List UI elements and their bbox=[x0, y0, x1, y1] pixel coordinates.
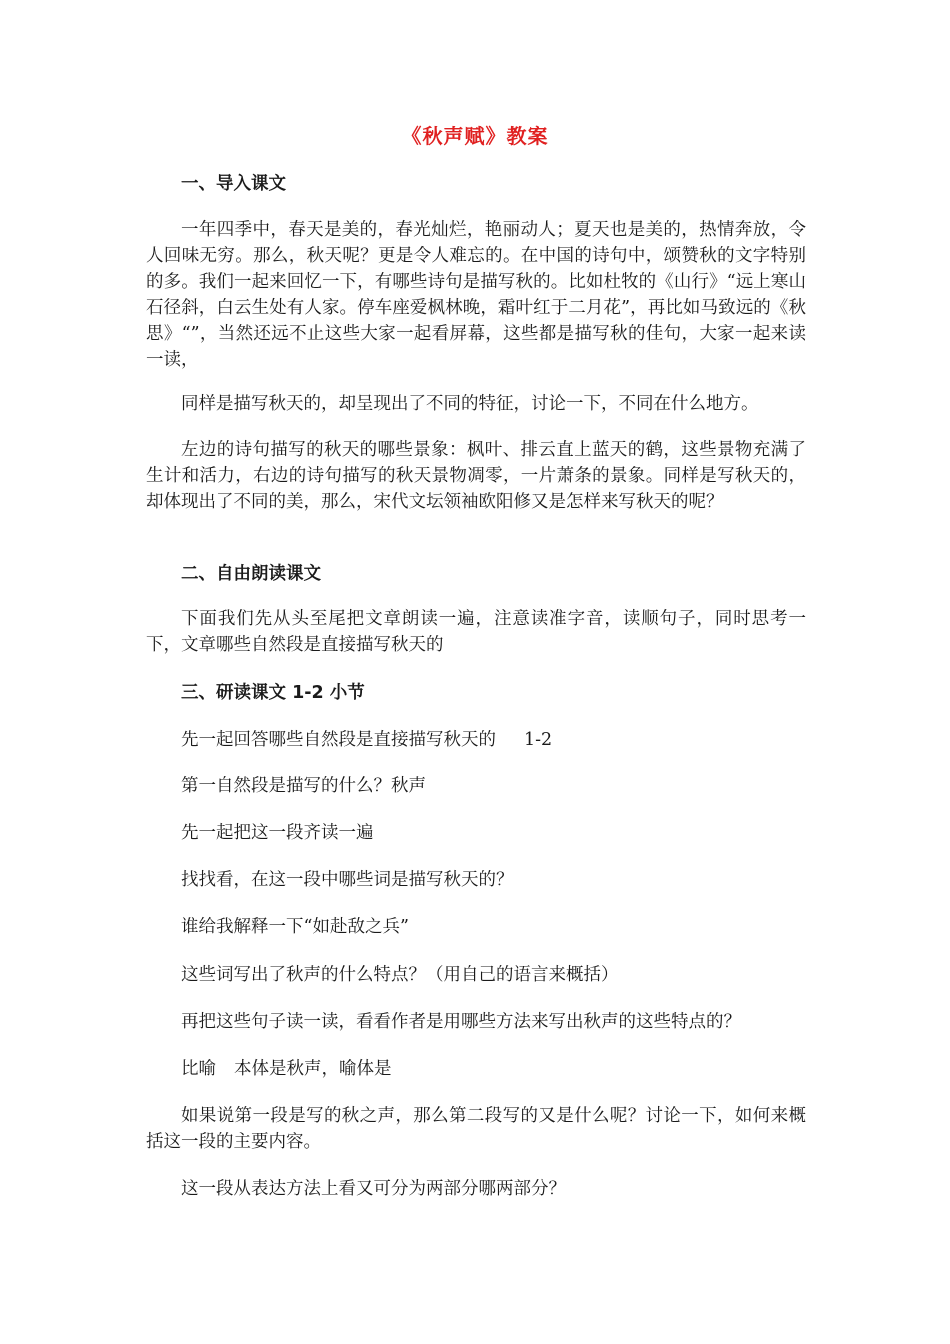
question-line: 第一自然段是描写的什么？秋声 bbox=[181, 776, 426, 796]
document-title: 《秋声赋》教案 bbox=[401, 124, 549, 148]
question-answer: 1-2 bbox=[524, 730, 553, 750]
question-line: 再把这些句子读一读，看看作者是用哪些方法来写出秋声的这些特点的？ bbox=[181, 1012, 741, 1032]
rhetoric-label: 比喻 bbox=[181, 1059, 216, 1079]
section-heading-2: 二、自由朗读课文 bbox=[181, 564, 321, 584]
paragraph: 同样是描写秋天的，却呈现出了不同的特征，讨论一下，不同在什么地方。 bbox=[181, 394, 759, 414]
question-line bbox=[146, 1056, 806, 1082]
paragraph: 一年四季中，春天是美的，春光灿烂，艳丽动人；夏天也是美的，热情奔放，令人回味无穷。那么，秋天呢？更是令人难忘的。在中国的诗句中，颂赞秋的文字特别的多。我们一起来回忆一下，有哪些诗句是描写秋的。比如杜牧的《山行》“远上寒山石径斜，白云生处有人家。停车座爱枫林晚，霜叶红于二月花”，再比如马致远的《秋思》“”，当然还远不止这些大家一起看屏幕，这些都是描写秋的佳句，大家一起来读一读， bbox=[146, 220, 806, 370]
section-heading-1: 一、导入课文 bbox=[181, 174, 286, 194]
question-line: 先一起把这一段齐读一遍 bbox=[181, 823, 374, 843]
paragraph: 下面我们先从头至尾把文章朗读一遍，注意读准字音，读顺句子，同时思考一下，文章哪些自然段是直接描写秋天的 bbox=[146, 609, 806, 655]
paragraph: 左边的诗句描写的秋天的哪些景象：枫叶、排云直上蓝天的鹤，这些景物充满了生计和活力，右边的诗句描写的秋天景物凋零，一片萧条的景象。同样是写秋天的，却体现出了不同的美，那么，宋代文坛领袖欧阳修又是怎样来写秋天的呢？ bbox=[146, 440, 806, 512]
rhetoric-detail: 本体是秋声，喻体是 bbox=[234, 1059, 392, 1079]
question-line: 这一段从表达方法上看又可分为两部分哪两部分？ bbox=[181, 1179, 566, 1199]
question-line: 如果说第一段是写的秋之声，那么第二段写的又是什么呢？讨论一下，如何来概括这一段的主要内容。 bbox=[146, 1106, 806, 1152]
question-line: 找找看，在这一段中哪些词是描写秋天的？ bbox=[181, 870, 514, 890]
section-heading-3: 三、研读课文 1-2 小节 bbox=[181, 683, 365, 703]
question-text: 先一起回答哪些自然段是直接描写秋天的 bbox=[181, 730, 496, 750]
question-line: 这些词写出了秋声的什么特点？（用自己的语言来概括） bbox=[181, 965, 619, 985]
question-line bbox=[146, 727, 806, 753]
question-line: 谁给我解释一下“如赴敌之兵” bbox=[181, 917, 409, 937]
